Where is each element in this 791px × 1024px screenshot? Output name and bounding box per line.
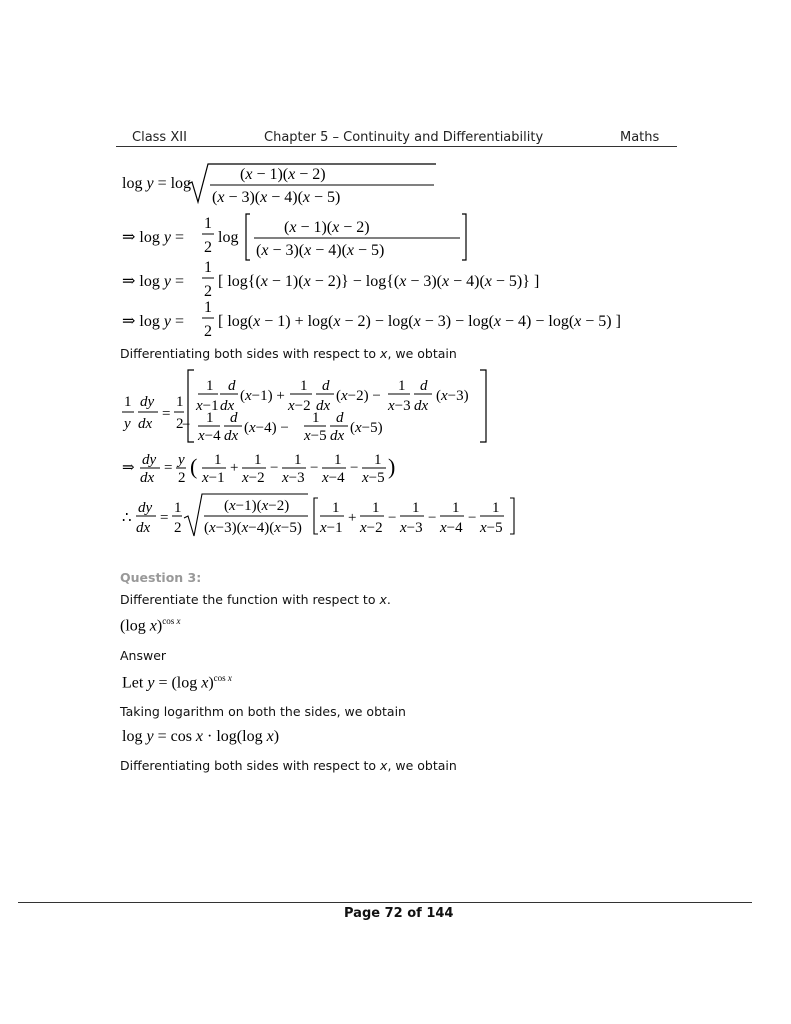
svg-text:1: 1 (204, 299, 212, 316)
svg-text:x−2: x−2 (242, 470, 265, 486)
svg-text:d: d (322, 378, 330, 394)
footer-rule (18, 902, 752, 903)
svg-text:⇒: ⇒ (122, 460, 135, 476)
svg-text:dy: dy (140, 394, 155, 410)
svg-text:2: 2 (174, 520, 182, 536)
svg-text:⇒ log y =: ⇒ log y = (122, 313, 184, 330)
svg-text:(x − 3)(x − 4)(x − 5): (x − 3)(x − 4)(x − 5) (256, 242, 385, 259)
svg-text:log: log (218, 229, 239, 246)
svg-text:x−4: x−4 (322, 470, 345, 486)
svg-text:1: 1 (332, 500, 340, 516)
svg-text:): ) (388, 454, 396, 479)
equation-log-expansion (118, 158, 621, 348)
svg-text:[ log(x − 1) + log(x − 2) − lo: [ log(x − 1) + log(x − 2) − log(x − 3) − log(x − 4) − log(x − 5) ] (218, 313, 621, 330)
svg-text:2: 2 (178, 470, 186, 486)
svg-text:(x−3): (x−3) (436, 388, 469, 404)
svg-text:d: d (230, 410, 238, 426)
svg-text:(x−1) +: (x−1) + (240, 388, 285, 404)
svg-text:x−4: x−4 (440, 520, 463, 536)
svg-text:+: + (230, 460, 239, 476)
svg-text:dx: dx (316, 398, 331, 414)
svg-text:−: − (388, 510, 397, 526)
svg-text:x−3: x−3 (388, 398, 411, 414)
svg-text:(x−3)(x−4)(x−5): (x−3)(x−4)(x−5) (204, 520, 302, 536)
svg-text:x−4: x−4 (198, 428, 221, 444)
svg-text:log y = log: log y = log (122, 175, 192, 192)
svg-text:−: − (350, 460, 359, 476)
svg-text:2: 2 (204, 283, 212, 300)
svg-text:x−2: x−2 (360, 520, 383, 536)
svg-text:1: 1 (124, 394, 132, 410)
svg-text:(x−5): (x−5) (350, 420, 383, 436)
question-expression: (log x)$^{cos x}$ (120, 616, 181, 635)
svg-text:−: − (182, 417, 191, 433)
svg-text:⇒ log y =: ⇒ log y = (122, 273, 184, 290)
svg-text:2: 2 (176, 416, 184, 432)
svg-text:dx: dx (138, 416, 153, 432)
svg-text:(x−4) −: (x−4) − (244, 420, 289, 436)
svg-text:1: 1 (374, 452, 382, 468)
svg-text:1: 1 (334, 452, 342, 468)
svg-text:d: d (336, 410, 344, 426)
svg-text:dx: dx (330, 428, 345, 444)
svg-text:1: 1 (206, 410, 214, 426)
svg-text:(x − 3)(x − 4)(x − 5): (x − 3)(x − 4)(x − 5) (212, 189, 341, 206)
question-text: Differentiate the function with respect to x. (120, 592, 391, 607)
equation-derivative (118, 366, 538, 542)
logarithm-paragraph: Taking logarithm on both the sides, we obtain (120, 704, 406, 719)
svg-text:x−1: x−1 (320, 520, 343, 536)
page-number: Page 72 of 144 (344, 906, 454, 921)
header-chapter: Chapter 5 – Continuity and Differentiability (264, 130, 544, 145)
svg-text:[ log{(x − 1)(x − 2)} − log{(x: [ log{(x − 1)(x − 2)} − log{(x − 3)(x − 4)(x − 5)} ] (218, 273, 540, 290)
svg-text:1: 1 (294, 452, 302, 468)
svg-text:dx: dx (140, 470, 155, 486)
svg-text:−: − (428, 510, 437, 526)
svg-text:x−3: x−3 (282, 470, 305, 486)
svg-text:1: 1 (452, 500, 460, 516)
header-rule (116, 146, 677, 147)
svg-text:1: 1 (176, 394, 184, 410)
svg-text:1: 1 (412, 500, 420, 516)
svg-text:dx: dx (224, 428, 239, 444)
svg-text:1: 1 (254, 452, 262, 468)
svg-text:=: = (164, 460, 173, 476)
svg-text:dx: dx (220, 398, 235, 414)
svg-text:+: + (348, 510, 357, 526)
logarithm-expression: log y = cos x · log(log x) (122, 728, 280, 745)
header-subject: Maths (620, 130, 660, 145)
svg-text:x−5: x−5 (304, 428, 327, 444)
svg-text:x−2: x−2 (288, 398, 311, 414)
svg-text:x−1: x−1 (196, 398, 219, 414)
svg-text:x−5: x−5 (480, 520, 503, 536)
question-heading: Question 3: (120, 570, 202, 585)
svg-text:−: − (270, 460, 279, 476)
svg-text:∴: ∴ (122, 510, 132, 526)
svg-text:=: = (162, 406, 171, 422)
svg-text:x−1: x−1 (202, 470, 225, 486)
svg-text:dx: dx (136, 520, 151, 536)
svg-text:(x − 1)(x − 2): (x − 1)(x − 2) (284, 219, 370, 236)
svg-text:1: 1 (300, 378, 308, 394)
svg-text:(x − 1)(x − 2): (x − 1)(x − 2) (240, 166, 326, 183)
header-class: Class XII (132, 130, 187, 145)
svg-text:⇒ log y =: ⇒ log y = (122, 229, 184, 246)
svg-text:−: − (468, 510, 477, 526)
svg-text:dy: dy (138, 500, 153, 516)
svg-text:y: y (124, 416, 131, 432)
svg-text:x−3: x−3 (400, 520, 423, 536)
svg-text:−: − (310, 460, 319, 476)
svg-text:2: 2 (204, 239, 212, 256)
svg-text:d: d (228, 378, 236, 394)
svg-text:1: 1 (312, 410, 320, 426)
svg-text:y: y (178, 452, 185, 468)
step2-paragraph: Differentiating both sides with respect to x, we obtain (120, 758, 457, 773)
step1-paragraph: Differentiating both sides with respect to x, we obtain (120, 346, 457, 361)
svg-text:d: d (420, 378, 428, 394)
svg-text:=: = (160, 510, 169, 526)
svg-text:(: ( (190, 454, 198, 479)
answer-label: Answer (120, 648, 167, 663)
svg-text:1: 1 (372, 500, 380, 516)
svg-text:(x−1)(x−2): (x−1)(x−2) (224, 498, 290, 514)
svg-text:dy: dy (142, 452, 157, 468)
svg-text:1: 1 (214, 452, 222, 468)
svg-text:1: 1 (398, 378, 406, 394)
svg-text:2: 2 (204, 323, 212, 340)
svg-text:x−5: x−5 (362, 470, 385, 486)
svg-text:1: 1 (204, 215, 212, 232)
svg-text:dx: dx (414, 398, 429, 414)
answer-let-expression: Let y = (log x)$^{cos x}$ (122, 673, 232, 692)
svg-text:1: 1 (492, 500, 500, 516)
svg-text:1: 1 (174, 500, 182, 516)
svg-text:1: 1 (204, 259, 212, 276)
svg-text:(x−2) −: (x−2) − (336, 388, 381, 404)
svg-text:1: 1 (206, 378, 214, 394)
